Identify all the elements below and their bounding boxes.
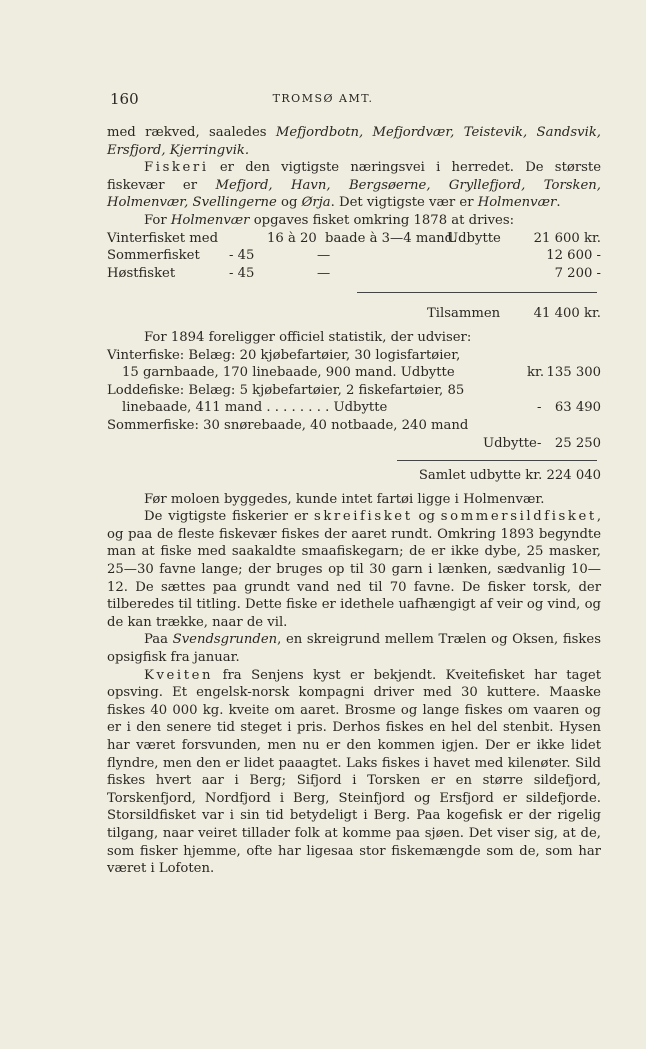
text-run: , og paa de fleste fiskevær fiskes der aaret rundt. Omkring 1893 begyndte man at fiske med saakaldte smaafiskegarn; de er ikke dybe, 25 masker, 25—30 favne lange; der bruges op til 30 garn i lænken, sædvanlig 10—12. De sættes paa grundt vand ned til 70 favne. De fisker torsk, der tilberedes til titling. Dette fiske er idethele uafhængigt af veir og vind, og de kan trække, naar de vil. [107,509,602,630]
table-total: Samlet udbytte kr. 224 040 [418,468,601,484]
italic-text: Mefjordbotn, Mefjordvær, Teistevik, Sandsvik, Ersfjord, Kjerringvik. [107,125,601,158]
text-run: er den vigtigste næringsvei i herredet. De største fiskevær er [107,160,601,193]
page-number: 160 [110,90,139,108]
paragraph [107,667,601,878]
table-total: Tilsammen 41 400 kr. [427,306,601,322]
text-run: For [144,212,171,228]
catch-table-1878 [107,230,601,323]
sum-rule [397,460,597,461]
text-run: og [276,195,302,211]
text-run: fra Senjens kyst er bekjendt. Kveitefisket har taget opsving. Et engelsk-norsk kompagni driver med 30 kuttere. Maaske fiskes 40 000 kg. kveite om aaret. Brosme og lange fiskes om vaaren og er i den senere tid steget i pris. Derhos fiskes en hel del stenbit. Hysen har været forsvunden, men nu er den kommen igjen. Der er ikke lidet flyndre, men den er lidet paaagtet. Laks fiskes i havet med kilenøter. Sild fiskes hvert aar i Berg; Sifjord i Torsken er en større sildefjord, Torskenfjord, Nordfjord i Berg, Steinfjord og Ersfjord er sildefjorde. Storsildfisket var i sin tid betydeligt i Berg. Paa kogefisk er der rigelig tilgang, naar veiret tillader folk at komme paa sjøen. Det viser sig, at de, som fisker hjemme, ofte har ligesaa stor fiskemængde som de, som har været i Lofoten. [107,667,601,877]
text-run: Før moloen byggedes, kunde intet fartøi ligge i Holmenvær. [144,491,545,507]
italic-text: Holmenvær [170,212,250,228]
sum-rule [357,292,597,293]
italic-text: Holmenvær [477,195,557,211]
spaced-text: Kveiten [144,667,214,683]
page-body [107,124,601,878]
text-run: og [412,509,441,525]
table-row: Vinterfisket med 16 à 20 baade à 3—4 mand. Udbytte 21 600 kr. [107,230,601,246]
paragraph [107,491,601,509]
catch-table-1894: Vinterfiske: Belæg: 20 kjøbefartøier, 30 logisfartøier, 15 garnbaade, 170 linebaade, 900 mand. Udbytte kr. 135 300 Loddefiske: Belæg: 5 kjøbefartøier, 2 fiskefartøier, 85 linebaade, 411 mand . . . . . . . . Udbytte - 63 490 Sommerfiske: 30 snørebaade, 40 notbaade, 240 mand Udbytte - 25 250 Samlet udbytte kr. 224 040 [107,347,601,484]
text-run: De vigtigste fiskerier er [144,509,314,525]
paragraph [107,212,601,230]
paragraph [107,508,601,631]
spaced-text: sommersildfisket [440,509,597,525]
italic-text: Svendsgrunden [172,632,278,648]
text-run: Paa [144,632,173,648]
text-run: opgaves fisket omkring 1878 at drives: [249,212,515,228]
paragraph [107,124,601,159]
spaced-text: Fiskeri [144,160,209,176]
paragraph: For 1894 foreligger officiel statistik, der udviser: [144,329,472,345]
text-run: , en skreigrund mellem Trælen og Oksen, fiskes opsigfisk fra januar. [107,632,601,666]
italic-text: Ørja [301,195,331,211]
text-run: . [556,195,561,211]
running-title: TROMSØ AMT. [272,92,374,105]
table-row: Høstfisket - 45 — 7 200 - [107,265,601,281]
italic-text: Mefjord, Havn, Bergsøerne, Gryllefjord, Torsken, Holmenvær, Svellingerne [107,177,601,211]
paragraph [107,631,601,666]
spaced-text: skreifisket [313,509,413,525]
paragraph [107,159,601,212]
table-row: Sommerfisket - 45 — 12 600 - [107,248,601,264]
text-run: med rækved, saaledes [107,125,276,140]
text-run: . Det vigtigste vær er [330,195,478,211]
